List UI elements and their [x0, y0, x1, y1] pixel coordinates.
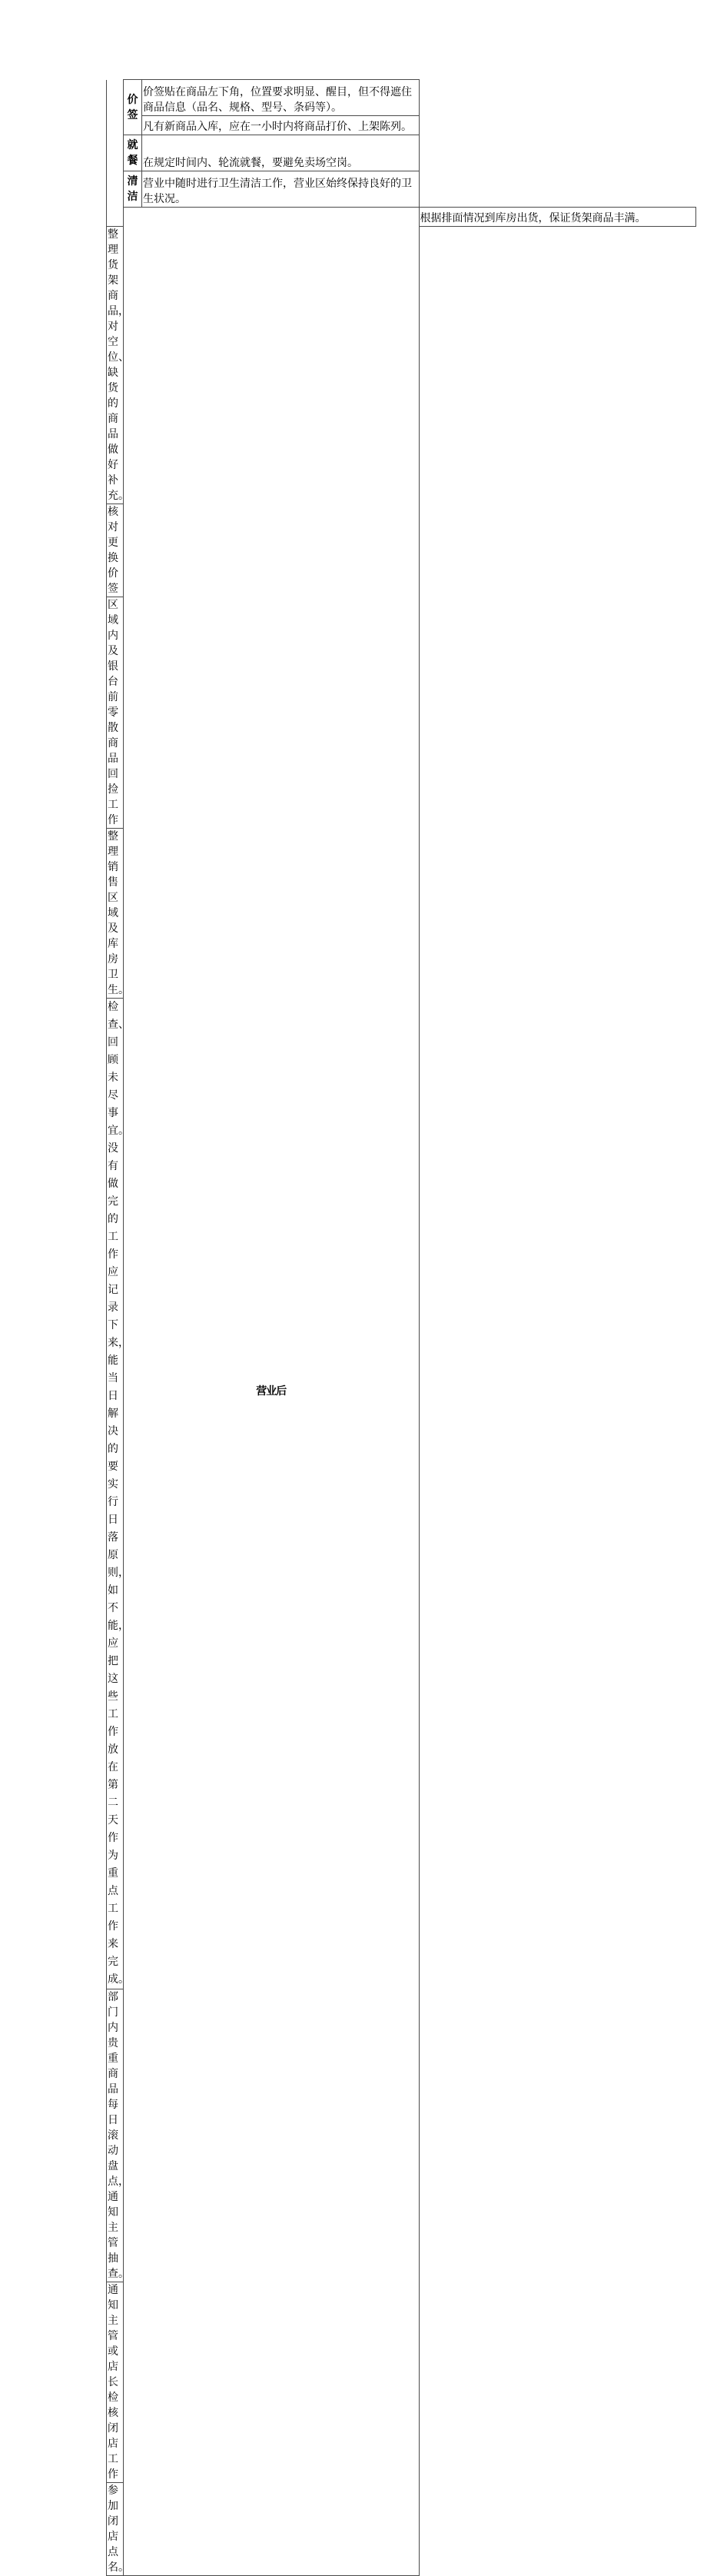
meal-item-1: 在规定时间内、轮流就餐，要避免卖场空岗。: [142, 135, 420, 171]
after-hours-item: 整理货架商品，对空位、缺货的商品做好补充。: [107, 227, 124, 504]
after-hours-label: 营业后: [124, 208, 420, 2576]
after-hours-item: 参加闭店点名。: [107, 2483, 124, 2576]
after-hours-item: 区域内及银台前零散商品回捡工作: [107, 597, 124, 829]
price-tag-label: 价签: [124, 80, 142, 135]
after-hours-item: 部门内贵重商品每日滚动盘点，通知主管抽查。: [107, 1989, 124, 2282]
cleaning-label: 清洁: [124, 171, 142, 208]
after-hours-item: 检查、回顾未尽事宜。没有做完的工作应记录下来，能当日解决的要实行日落原则，如不能，应把这些工作放在第二天作为重点工作来完成。: [107, 999, 124, 1989]
after-hours-item: 整理销售区域及库房卫生。: [107, 829, 124, 999]
price-tag-item-2: 凡有新商品入库，应在一小时内将商品打价、上架陈列。: [142, 116, 420, 135]
price-tag-item-1: 价签贴在商品左下角，位置要求明显、醒目，但不得遮住商品信息（品名、规格、型号、条码等）。: [142, 80, 420, 116]
meal-label: 就餐: [124, 135, 142, 171]
cleaning-item-1: 营业中随时进行卫生清洁工作，营业区始终保持良好的卫生状况。: [142, 171, 420, 208]
after-hours-item: 核对更换价签: [107, 504, 124, 597]
after-hours-item: 通知主管或店长检核闭店工作: [107, 2282, 124, 2483]
after-hours-item: 根据排面情况到库房出货，保证货架商品丰满。: [419, 208, 696, 227]
duty-table: [106, 79, 696, 2576]
continued-section-cell: [107, 80, 124, 227]
